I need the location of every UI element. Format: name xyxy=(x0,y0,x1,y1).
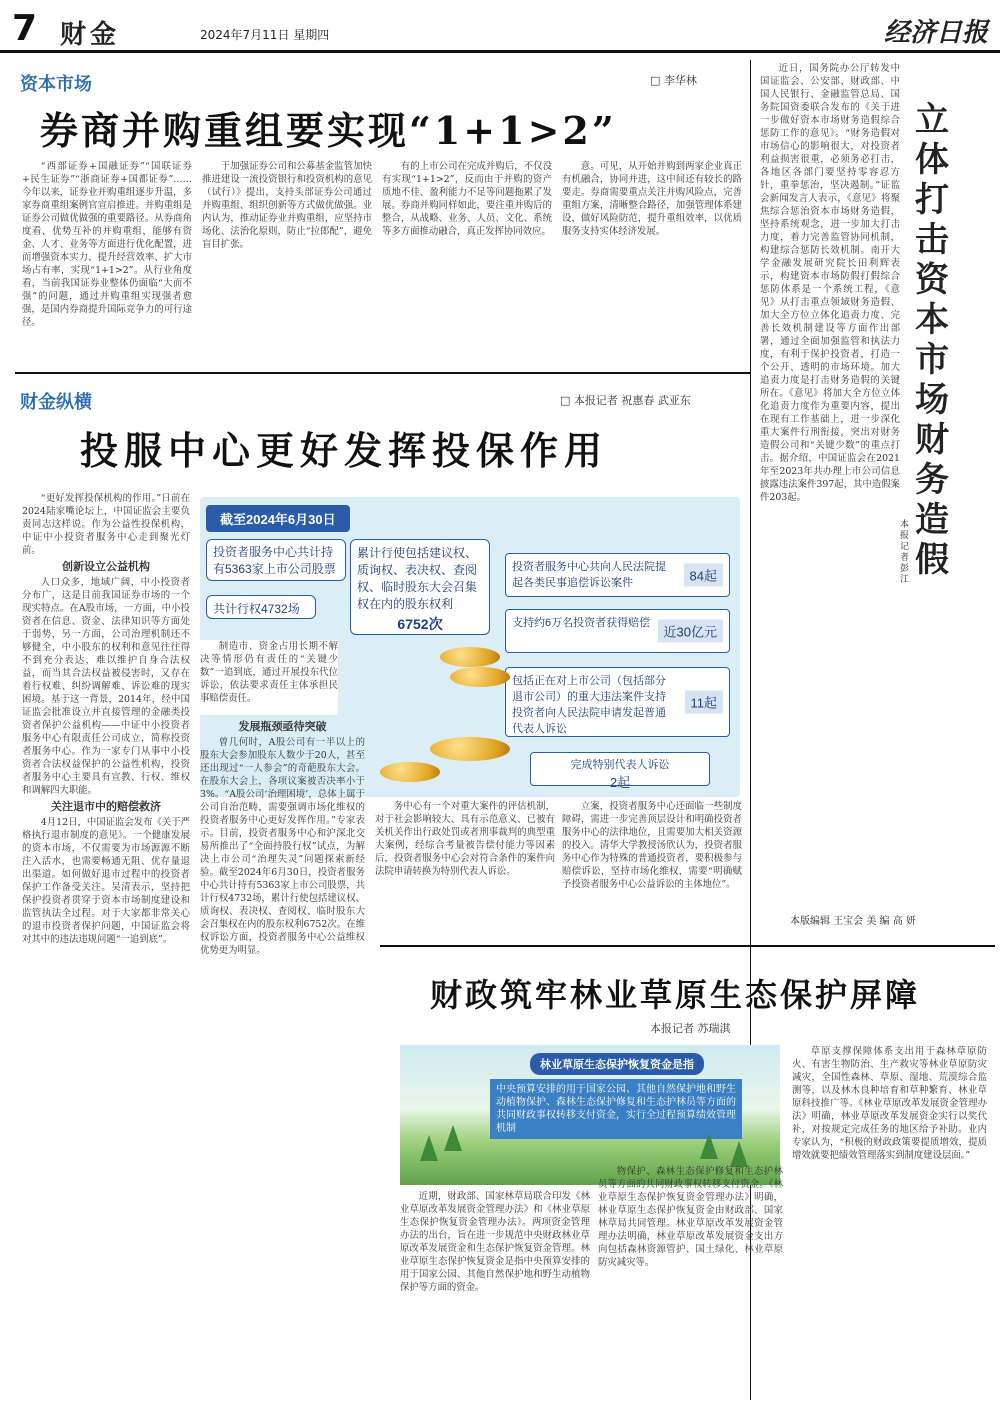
article3-byline: 本报记者 彭江 xyxy=(900,520,910,585)
article1-column-2: 于加强证券公司和公募基金监管加快推进建设一流投资银行和投资机构的意见（试行）》提出，支持头部证券公司通过并购重组、组织创新等方式做优做强。业内认为，推动证券业并购重组，应坚持市场化、法治化原则，防止“拉郎配”，避免盲目扩张。 xyxy=(202,161,372,250)
section-tag-capital-market: 资本市场 xyxy=(20,74,92,95)
header-rule xyxy=(0,50,1000,53)
info-row-special-actions: 完成特别代表人诉讼 2起 xyxy=(530,752,710,786)
info-row-lawsuits: 投资者服务中心共向人民法院提起各类民事追偿诉讼案件 84起 xyxy=(505,553,730,597)
info-row-compensation: 支持约6万名投资者获得赔偿 近30亿元 xyxy=(505,609,730,653)
holdings-box: 投资者服务中心共计持有5363家上市公司股票 xyxy=(206,539,346,581)
article3-body: 近日，国务院办公厅转发中国证监会、公安部、财政部、中国人民银行、金融监管总局、国务院国资委联合发布的《关于进一步做好资本市场财务造假综合惩防工作的意见》。“财务造假对市场信心的影响很大，对投资者利益损害很重，必须务必打击，各地区各部门要坚持零容忍方针，重拳惩治，坚决遏制。”证监会新闻发言人表示，《意见》将聚焦综合惩治资本市场财务造假，坚持系统观念，进一步加大打击力度，着力完善监管协同机制，构建综合惩防长效机制。南开大学金融发展研究院长田利辉表示，构建资本市场防假打假综合惩防体系是一个系统工程，《意见》从打击重点领域财务造假、加大全方位立体化追责力度、完善长效机制建设等方面作出部署，通过全面加强监管和执法力度，有利于保护投资者，打造一个公开、透明的市场环境。加大追责力度是打击财务造假的关键所在。《意见》将加大全方位立体化追责力度作为重要内容，提出在现有工作基础上，进一步深化重大案件行刑衔接，突出对财务造假公司和“关键少数”的重点打击。据介绍，中国证监会在2021年至2023年共办理上市公司信息披露违法案件397起，其中造假案件203起。 xyxy=(760,63,900,503)
article1-column-1: “西部证券+国融证券”“国联证券+民生证券”“浙商证券+国都证券”……今年以来，证券业并购重组逐步升温，多家券商重组案例官宣启推进。并购重组是证券公司做优做强的重要路径。从券商角度看，优势互补的并购重组，能够有资金、人才、业务等方面进行优化配置，进而增强资本实力、提升经营效率、扩大市场占有率，实现“1+1>2”。从行业角度看，当前我国证券业整体仍面临“大而不强”的问题，通过并购重组实现强者愈强，是国内券商提升国际竞争力的可行途径。 xyxy=(22,161,192,328)
article2-column-3: 务中心有一个对重大案件的评估机制，对于社会影响较大、具有示范意义、已被有关机关作出行政处罚或者刑事裁判的典型重大案例，经综合考量被告偿付能力等因素后，投资者服务中心会对符合条件的案件向法院申请转换为特别代表人诉讼。 xyxy=(375,801,555,877)
divider xyxy=(380,945,995,947)
subheading: 关注退市中的赔偿救济 xyxy=(51,800,161,813)
issue-date: 2024年7月11日 星期四 xyxy=(200,28,330,42)
page-editors: 本版编辑 王宝会 美 编 高 妍 xyxy=(790,916,916,927)
subheading: 发展瓶颈亟待突破 xyxy=(238,720,327,733)
coin-icon xyxy=(430,737,510,761)
coin-icon xyxy=(450,667,510,687)
article1-column-3: 有的上市公司在完成并购后，不仅没有实现“1+1>2”，反而由于并购的资产质地不佳、盈利能力不足等问题拖累了发展。券商并购同样如此，要注重并购后的整合，从战略、业务、人员、文化、系统等多方面推动融合，真正发挥协同效应。 xyxy=(382,161,552,237)
article2-byline: □ 本报记者 祝惠春 武亚东 xyxy=(560,394,691,407)
rights-value: 6752次 xyxy=(397,616,443,632)
article4-column-3: 草原支撑保障体系支出用于森林草原防火、有害生物防治、生产救灾等林业草原防灾减灾，全国性森林、草原、湿地、荒漠综合监测等，以及林木良种培育和草种繁育、林业草原科技推广等。《林业草原改革发展资金管理办法》明确，林业草原改革发展资金实行以奖代补，对按规定完成任务的地区给予补助。业内专家认为，“积极的财政政策要提质增效，提质增效就要把绩效管理落实到制度建设层面。” xyxy=(792,1046,987,1161)
banner-title: 林业草原生态保护恢复资金是指 xyxy=(530,1053,704,1075)
article4-byline: 本报记者 苏瑞淇 xyxy=(650,1022,731,1035)
tree-icon xyxy=(444,1125,462,1151)
info-row-representative-actions: 包括正在对上市公司（包括部分退市公司）的重大违法案件支持投资者向人民法院申请发起普通代表人诉讼 11起 xyxy=(505,667,730,737)
tree-icon xyxy=(700,1133,718,1159)
infographic-date: 截至2024年6月30日 xyxy=(206,505,350,532)
article2-column-2: 发展瓶颈亟待突破 曾几何时，A股公司有一半以上的股东大会参加股东人数少于20人，甚至还出现过“一人参会”的奇葩股东大会。在股东大会上，各项议案被否决率小于3%。“A股公司‘治理困境’，总体上属于公司自治范畴，需要强调市场化维权的投资者服务中心更好发挥作用。”专家表示。目前，投资者服务中心和沪深北交易所推出了“全面持股行权”试点，为解决上市公司“治理失灵”问题探索新经验。截至2024年6月30日，投资者服务中心共计持有5363家上市公司股票，共计行权4732场，累计行使包括建议权、质询权、表决权、查阅权、临时股东大会召集权在内的股东权利6752次。在维权诉讼方面，投资者服务中心公益维权优势更为明显。 xyxy=(200,720,365,956)
newspaper-logo: 经济日报 xyxy=(883,18,988,48)
coin-icon xyxy=(440,647,500,667)
article3-headline: 立体打击资本市场财务造假 xyxy=(915,100,949,580)
banner-text: 中央预算安排的用于国家公园、其他自然保护地和野生动植物保护、森林生态保护修复和生态护林员等方面的共同财政事权转移支付资金，实行全过程预算绩效管理机制 xyxy=(490,1079,742,1139)
article2-inset-text: 制造市、资金占用长期不解决等情形仍有责任的“关键少数”一追到底，通过开展投东代位诉讼，依法要求责任主体承担民事赔偿责任。 xyxy=(200,640,338,715)
article2-column-4: 立案，投资者服务中心还面临一些制度障碍，需进一步完善顶层设计和明确投资者服务中心的法律地位，且需要加大相关资源的投入。清华大学教授汤欣认为，投资者服务中心作为特殊的普通投资者，要积极参与赔偿诉讼，坚持市场化维权，需要“明确赋予投资者服务中心公益诉讼的主体地位”。 xyxy=(562,801,742,890)
exercise-box: 共计行权4732场 xyxy=(206,595,316,619)
coin-icon xyxy=(380,762,440,782)
divider xyxy=(15,372,750,374)
tree-icon xyxy=(730,1141,748,1167)
rights-box xyxy=(350,539,490,635)
tree-icon xyxy=(420,1135,438,1161)
article4-headline: 财政筑牢林业草原生态保护屏障 xyxy=(430,976,921,1014)
article1-column-4: 意。可见，从开始并购到两家企业真正有机融合，协同并进，这中间还有较长的路要走。券商需要重点关注并购风险点，完善重组方案，清晰整合路径，加强管理体系建设，做好风险防范，提升重组效率，以优质服务支持实体经济发展。 xyxy=(562,161,742,237)
article4-column-2: 物保护、森林生态保护修复和生态护林员等方面的共同财政事权转移支付资金。《林业草原生态保护恢复资金管理办法》明确，林业草原生态保护恢复资金由财政部、国家林草局共同管理。林业草原改革发展资金管理办法明确，林业草原改革发展资金支出方向包括森林资源管护、国土绿化、林业草原防灾减灾等。 xyxy=(598,1166,783,1268)
section-name: 财金 xyxy=(60,20,121,50)
article4-column-1: 近期，财政部、国家林草局联合印发《林业草原改革发展资金管理办法》和《林业草原生态保护恢复资金管理办法》。两项资金管理办法的出台，旨在进一步规范中央财政林业草原改革发展资金和生态保护恢复资金管理。林业草原生态保护恢复资金是指中央预算安排的用于国家公园、其他自然保护地和野生动植物保护等方面的资金。 xyxy=(400,1191,590,1293)
article1-headline: 券商并购重组要实现“1+1>2” xyxy=(40,108,617,153)
rights-label: 累计行使包括建议权、质询权、表决权、查阅权、临时股东大会召集权在内的股东权利 xyxy=(357,546,478,611)
section-tag-finance-view: 财金纵横 xyxy=(20,392,92,413)
article1-byline: □ 李华林 xyxy=(650,74,697,87)
article2-column-1: “更好发挥投保机构的作用。”日前在2024陆家嘴论坛上，中国证监会主要负责同志这样说。作为公益性投保机构，中证中小投资者服务中心走到聚光灯前。 创新设立公益机构 人口众多，地域广阔，中小投资者分布广，这是目前我国证券市场的一个现实特点。在A股市场，一方面，中小投资者在信息、资金、法律知识等方面处于弱势，另一方面，公司治理机制还不够健全，中小股东的权利和意见往往得不到充分表达，难以维护自身合法权益，而当其合法权益被侵害时，又存在着行权难、纠纷调解难、诉讼难的现实困境。基于这一背景，2014年，经中国证监会批准设立并直接管理的金融类投资者保护公益机构——中证中小投资者服务中心有限责任公司成立，简称投资者服务中心。作为一家专门从事中小投资者合法权益保护的公益性机构，投资者服务中心主要具有宣教、行权、维权和调解四大职能。 关注退市中的赔偿救济 4月12日，中国证监会发布《关于严格执行退市制度的意见》。一个健康发展的资本市场，不仅需要为市场源源不断注入活水，也需要畅通无阻、优存量退出渠道。如何做好退市过程中的投资者保护工作备受关注。吴清表示，坚持把保护投资者贯穿于资本市场制度建设和监管执法全过程。对于大家都非常关心的退市投资者保护问题，中国证监会将对其中的违法违规问题“一追到底”。 xyxy=(22,493,190,945)
forest-illustration xyxy=(400,1045,780,1185)
subheading: 创新设立公益机构 xyxy=(62,560,150,573)
article2-headline: 投服中心更好发挥投保作用 xyxy=(80,428,609,473)
page-number: 7 xyxy=(12,8,38,49)
